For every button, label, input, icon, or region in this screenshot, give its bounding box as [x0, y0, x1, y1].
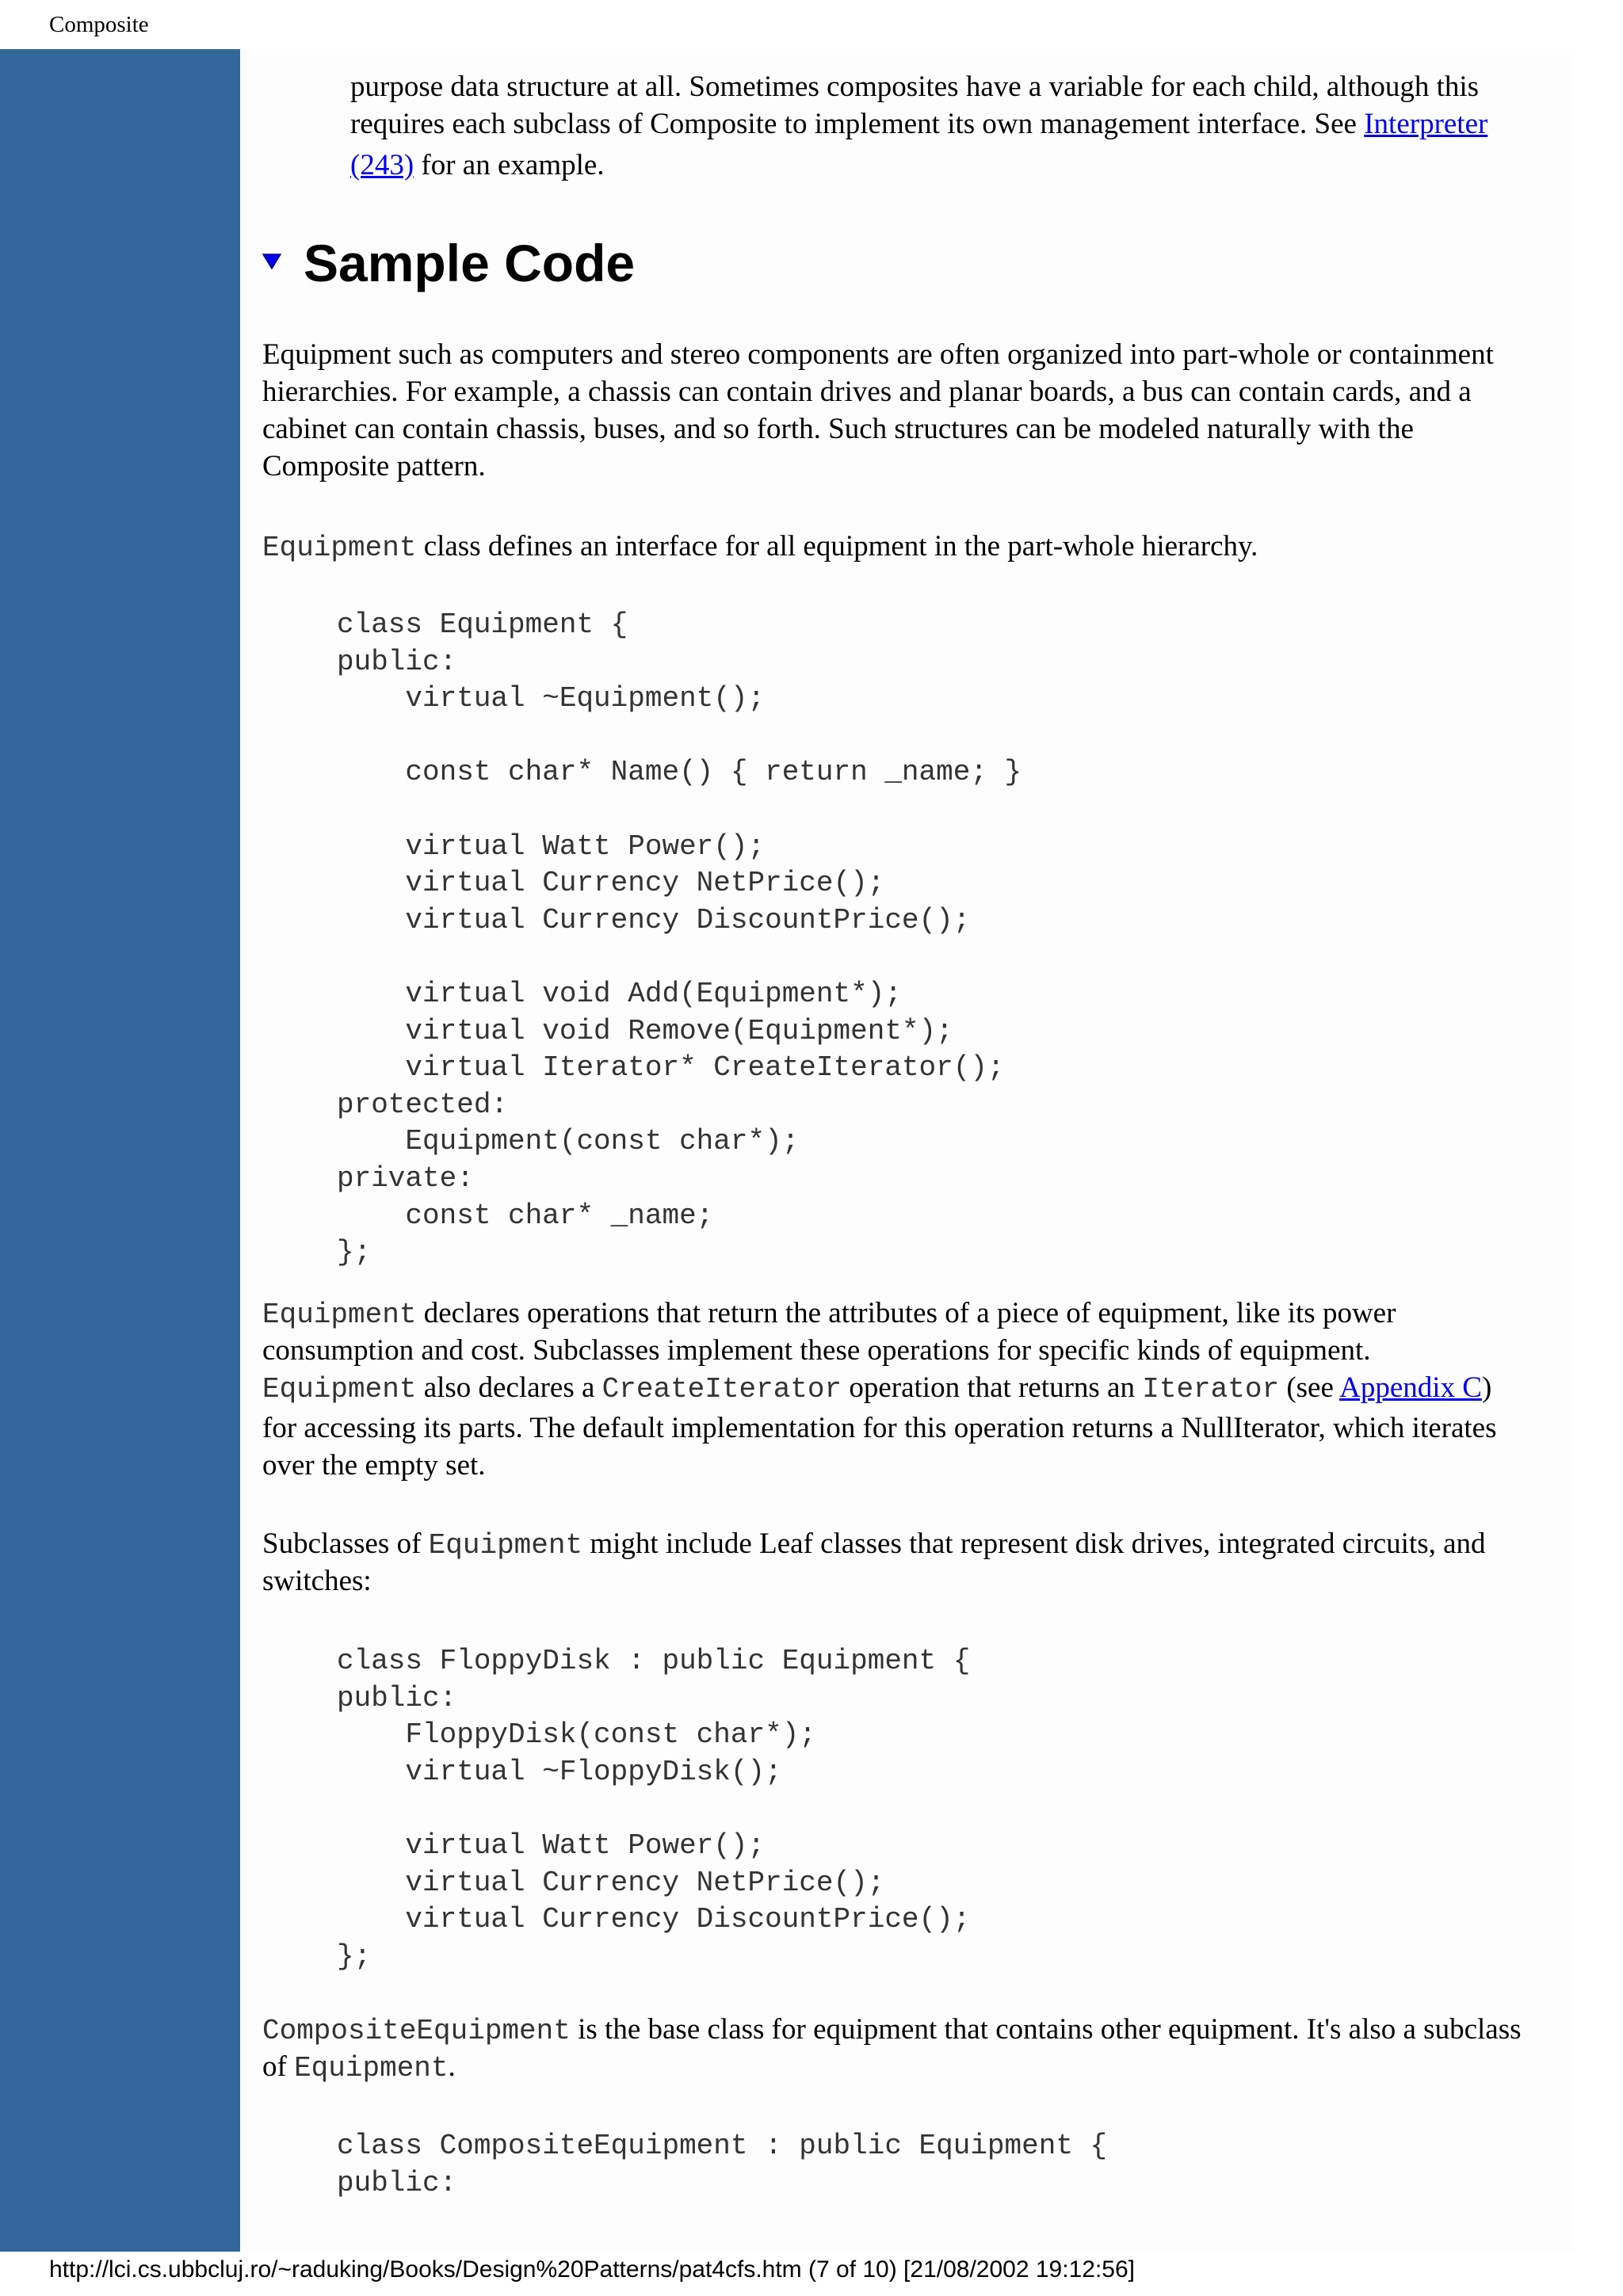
code-iterator: Iterator — [1142, 1373, 1280, 1405]
para3-line-3 — [262, 1369, 1491, 1408]
code-block-equipment: class Equipment { public: virtual ~Equipment(); const char* Name() { return _name; } virtual Watt Power(); virtual Currency NetPrice(); virtual Currency DiscountPrice(); virtual void Add(Equipment*); virtual void Remove(Equipment*); virtual Iterator* CreateIterator(); protected: Equipment(const char*); private: const char* _name; }; — [337, 608, 1022, 1269]
para4-line-1 — [262, 1525, 1486, 1564]
print-footer-url: http://lci.cs.ubbcluj.ro/~raduking/Books/Design%20Patterns/pat4cfs.htm (7 of 10) [21/08/2002 19:12:56] — [49, 2256, 1135, 2283]
para5-text: of — [262, 2050, 295, 2083]
para2 — [262, 528, 1258, 566]
para5-text: is the base class for equipment that contains other equipment. It's also a subclass — [570, 2013, 1522, 2046]
para3-line-4: for accessing its parts. The default implementation for this operation returns a NullIterator, which iterates — [262, 1412, 1497, 1444]
triangle-marker-icon[interactable] — [262, 252, 282, 271]
para4-text: might include Leaf classes that represent disk drives, integrated circuits, and — [582, 1527, 1486, 1560]
para3-text: also declares a — [416, 1371, 602, 1404]
para3-text: declares operations that return the attributes of a piece of equipment, like its power — [416, 1297, 1396, 1329]
para4-text: Subclasses of — [262, 1527, 429, 1560]
sidebar — [0, 49, 240, 2252]
para4-line-2: switches: — [262, 1565, 372, 1597]
para3-text: operation that returns an — [842, 1371, 1143, 1404]
code-equipment: Equipment — [262, 1299, 417, 1331]
para3-line-1 — [262, 1295, 1396, 1333]
para1-line-2: hierarchies. For example, a chassis can contain drives and planar boards, a bus can contain cards, and a — [262, 376, 1472, 408]
interpreter-page-link[interactable]: (243) — [350, 149, 414, 181]
intro-text-end: for an example. — [414, 149, 605, 181]
para2-text: class defines an interface for all equipment in the part-whole hierarchy. — [416, 530, 1258, 563]
code-createiterator: CreateIterator — [601, 1373, 842, 1405]
para1-line-1: Equipment such as computers and stereo components are often organized into part-whole or containment — [262, 338, 1494, 371]
print-header-title: Composite — [49, 12, 149, 37]
para1-line-3: cabinet can contain chassis, buses, and so forth. Such structures can be modeled naturally with the — [262, 413, 1414, 445]
intro-line-3 — [350, 147, 605, 184]
para3-text: (see — [1279, 1371, 1340, 1404]
code-equipment: Equipment — [294, 2052, 449, 2084]
appendix-c-link[interactable]: Appendix C — [1339, 1371, 1482, 1404]
code-equipment: Equipment — [262, 1373, 417, 1405]
interpreter-link[interactable]: Interpreter — [1364, 108, 1488, 140]
para3-line-5: over the empty set. — [262, 1449, 486, 1482]
para3-text: ) — [1481, 1371, 1492, 1404]
code-equipment: Equipment — [428, 1529, 583, 1562]
para5-line-2 — [262, 2048, 456, 2087]
para1-line-4: Composite pattern. — [262, 450, 486, 482]
para3-line-2: consumption and cost. Subclasses implement these operations for specific kinds of equipment. — [262, 1334, 1371, 1367]
intro-line-2 — [350, 105, 1487, 143]
para5-line-1 — [262, 2011, 1522, 2050]
para5-text: . — [448, 2050, 456, 2083]
section-title: Sample Code — [304, 234, 636, 292]
intro-text: requires each subclass of Composite to implement its own management interface. See — [350, 108, 1365, 140]
intro-line-1: purpose data structure at all. Sometimes composites have a variable for each child, although this — [350, 71, 1480, 103]
code-compositeequipment: CompositeEquipment — [262, 2015, 571, 2047]
code-equipment: Equipment — [262, 532, 417, 564]
code-block-floppydisk: class FloppyDisk : public Equipment { public: FloppyDisk(const char*); virtual ~FloppyDisk(); virtual Watt Power(); virtual Currency NetPrice(); virtual Currency DiscountPrice(); }; — [337, 1645, 971, 1973]
code-block-compositeequipment: class CompositeEquipment : public Equipment { public: — [337, 2130, 1108, 2199]
